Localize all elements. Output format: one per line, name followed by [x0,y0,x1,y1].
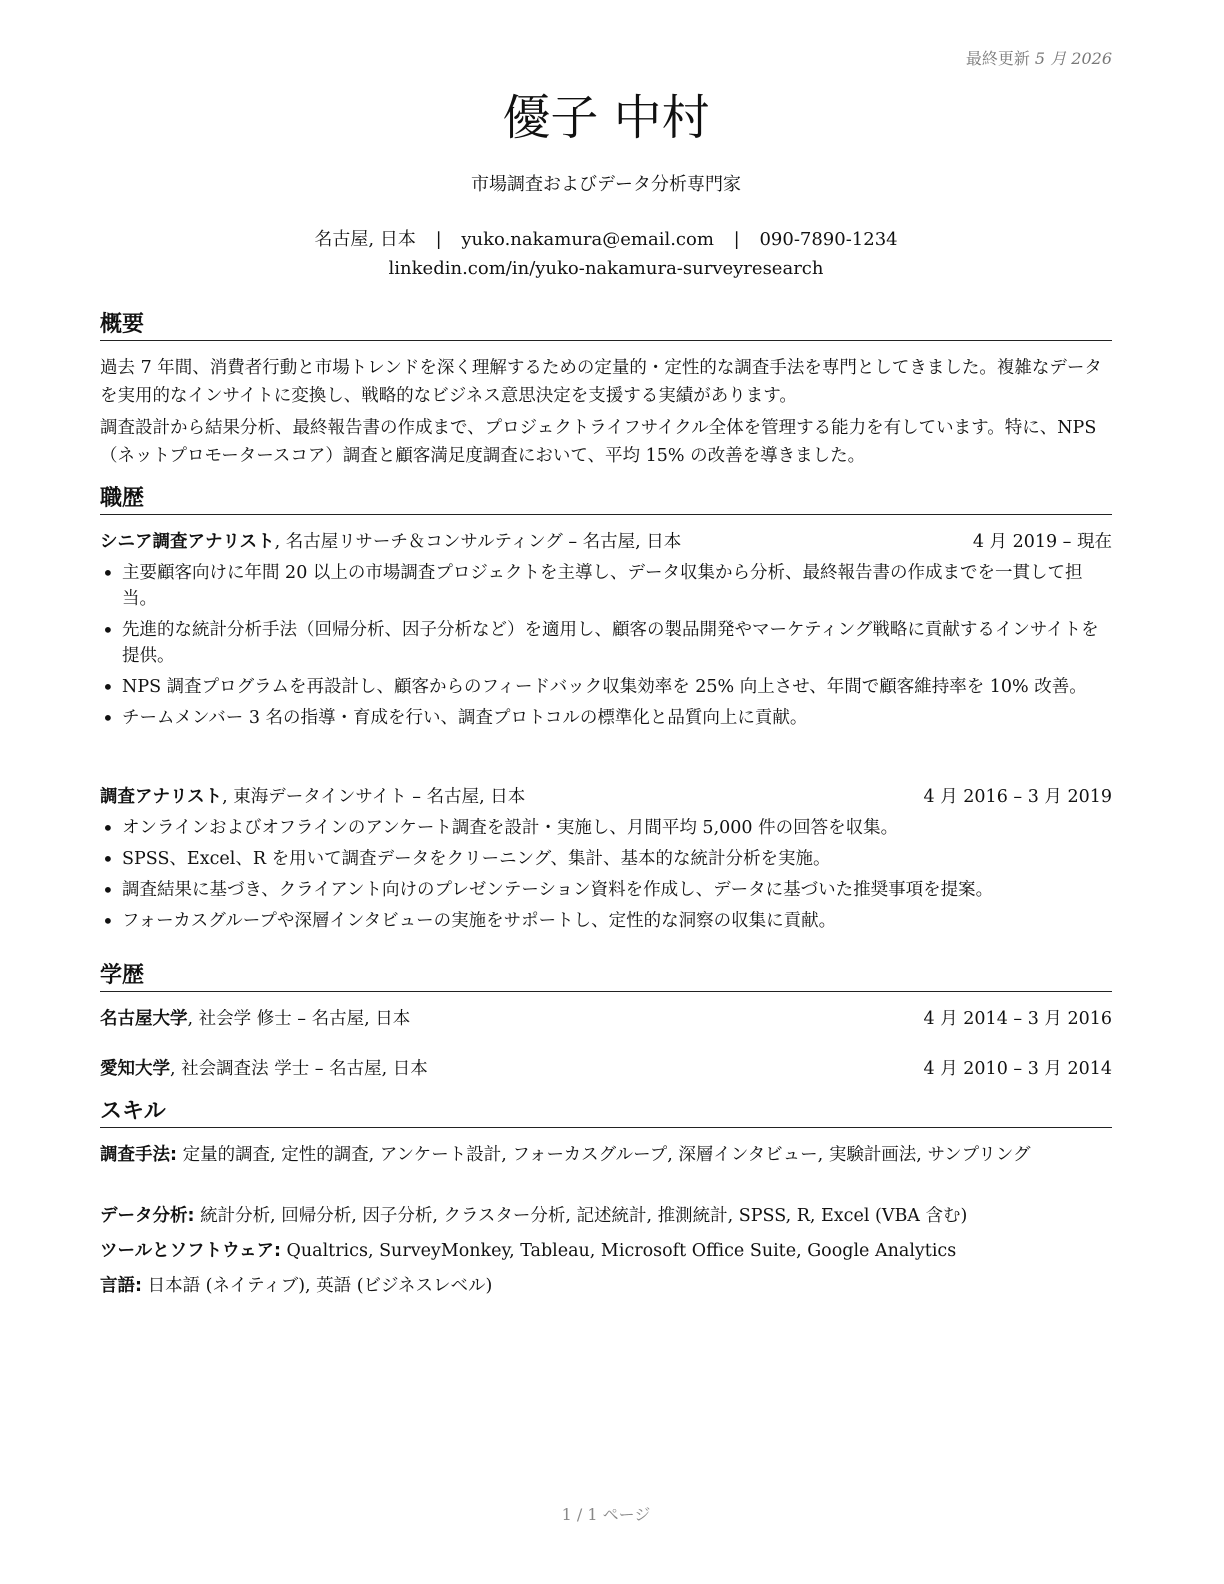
list-item: • オンラインおよびオフラインのアンケート調査を設計・実施し、月間平均 5,000 件の回答を収集。 [100,815,1112,841]
education-dates: 4 月 2014 – 3 月 2016 [923,1009,1112,1029]
summary-paragraph: 過去 7 年間、消費者行動と市場トレンドを深く理解するための定量的・定性的な調査手法を専門としてきました。複雑なデータを実用的なインサイトに変換し、戦略的なビジネス意思決定を支援する実績があります。 [100,358,1102,406]
job-bullets [100,815,1112,939]
section-title-skills: スキル [100,1098,1112,1128]
list-item: • チームメンバー 3 名の指導・育成を行い、調査プロトコルの標準化と品質向上に貢献。 [100,705,1112,731]
list-item: • フォーカスグループや深層インタビューの実施をサポートし、定性的な洞察の収集に貢献。 [100,908,1112,934]
separator: | [435,229,442,250]
person-name: 優子 中村 [502,90,710,146]
location: 名古屋, 日本 [314,229,416,250]
linkedin-link[interactable]: linkedin.com/in/yuko-nakamura-surveyresearch [388,258,824,279]
phone: 090-7890-1234 [759,229,898,250]
separator: | [733,229,740,250]
education-item [100,1006,1112,1032]
job-role: シニア調査アナリスト [100,532,275,552]
skill-label: 調査手法: [100,1145,177,1165]
section-title-experience: 職歴 [100,485,1112,515]
job-role: 調査アナリスト [100,787,223,807]
job-header [100,784,1112,810]
skill-value: 日本語 (ネイティブ), 英語 (ビジネスレベル) [142,1276,493,1296]
skill-row [100,1238,1112,1264]
email-link[interactable]: yuko.nakamura@email.com [461,229,714,250]
skill-value: 統計分析, 回帰分析, 因子分析, クラスター分析, 記述統計, 推測統計, SPSS, R, Excel (VBA 含む) [194,1206,968,1226]
list-item: • 調査結果に基づき、クライアント向けのプレゼンテーション資料を作成し、データに基づいた推奨事項を提案。 [100,877,1112,903]
job-dates: 4 月 2019 – 現在 [972,532,1112,552]
skill-value: 定量的調査, 定性的調査, アンケート設計, フォーカスグループ, 深層インタビュー, 実験計画法, サンプリング [177,1145,1031,1165]
skill-value: Qualtrics, SurveyMonkey, Tableau, Microsoft Office Suite, Google Analytics [280,1241,957,1261]
list-item: • 主要顧客向けに年間 20 以上の市場調査プロジェクトを主導し、データ収集から分析、最終報告書の作成までを一貫して担当。 [100,560,1112,612]
skill-row [100,1203,1112,1229]
list-item: • 先進的な統計分析手法（回帰分析、因子分析など）を適用し、顧客の製品開発やマーケティング戦略に貢献するインサイトを提供。 [100,617,1112,669]
job-dates: 4 月 2016 – 3 月 2019 [923,787,1112,807]
list-item: • SPSS、Excel、R を用いて調査データをクリーニング、集計、基本的な統計分析を実施。 [100,846,1112,872]
resume-page [100,0,1112,1584]
last-updated: 最終更新 5 月 2026 [965,49,1112,68]
contact-line [100,225,1112,251]
skill-label: データ分析: [100,1206,195,1226]
education-dates: 4 月 2010 – 3 月 2014 [923,1059,1112,1079]
skill-label: 言語: [100,1276,142,1296]
summary-paragraph: 調査設計から結果分析、最終報告書の作成まで、プロジェクトライフサイクル全体を管理する能力を有しています。特に、NPS（ネットプロモータースコア）調査と顧客満足度調査において、平均 15% の改善を導きました。 [100,418,1097,466]
degree-detail: , 社会調査法 学士 – 名古屋, 日本 [170,1059,428,1079]
list-item: • NPS 調査プログラムを再設計し、顧客からのフィードバック収集効率を 25% 向上させ、年間で顧客維持率を 10% 改善。 [100,674,1112,700]
job-org: , 名古屋リサーチ＆コンサルティング – 名古屋, 日本 [274,532,682,552]
job-org: , 東海データインサイト – 名古屋, 日本 [222,787,526,807]
skill-label: ツールとソフトウェア: [100,1241,281,1261]
section-title-summary: 概要 [100,311,1112,341]
skill-row [100,1142,1112,1168]
job-header [100,529,1112,555]
education-item [100,1056,1112,1082]
job-title: 市場調査およびデータ分析専門家 [471,174,741,195]
skill-row [100,1273,1112,1299]
job-bullets [100,560,1112,736]
school-name: 名古屋大学 [100,1009,188,1029]
school-name: 愛知大学 [100,1059,170,1079]
page-number: 1 / 1 ページ [561,1505,651,1524]
degree-detail: , 社会学 修士 – 名古屋, 日本 [187,1009,411,1029]
section-title-education: 学歴 [100,962,1112,992]
